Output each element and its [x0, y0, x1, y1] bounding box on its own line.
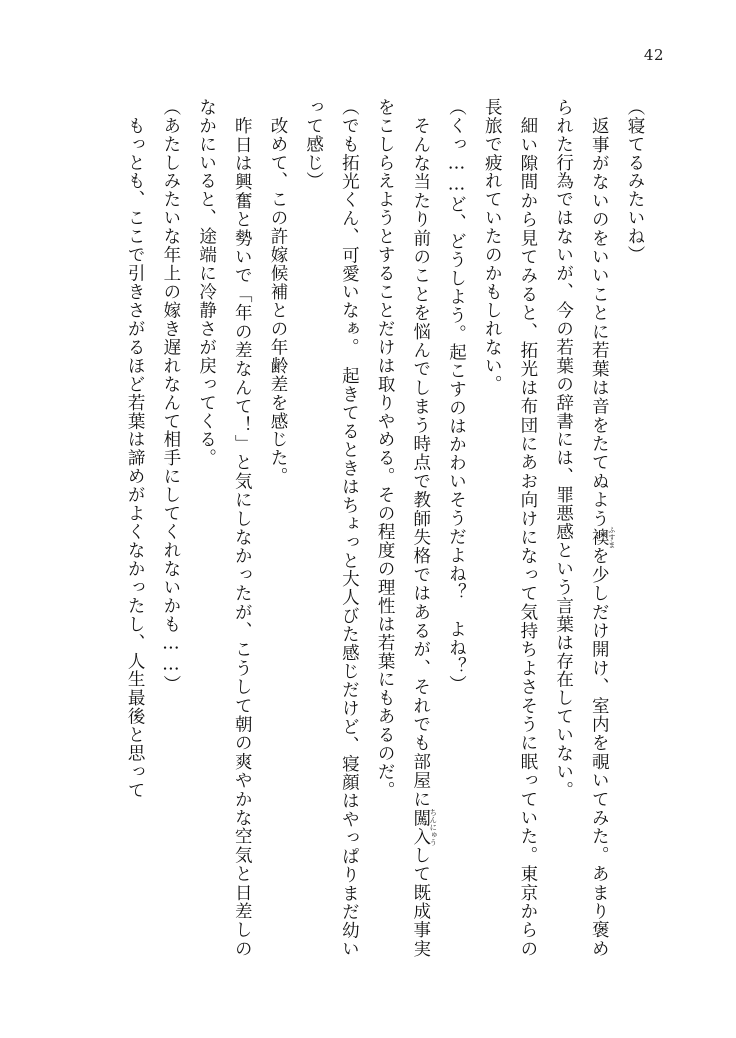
paragraph-10: もっとも、ここで引きさがるほど若葉は諦めがよくなかったし、人生最後と思って — [125, 98, 146, 800]
paragraph-1: （寝てるみたいね） — [625, 98, 645, 265]
ruby-chinnyuu: 闖入ちんにゅう — [410, 808, 439, 846]
paragraph-2: 返事がないのをいいことに若葉は音をたてぬよう襖ふすまを少しだけ開け、室内を覗いてみた。あまり褒められた行為ではないが、今の若葉の辞書には、罪悪感という言葉は存在していない。 — [553, 98, 617, 958]
paragraph-4: （くっ……ど、どうしよう。起こすのはかわいそうだよね？ よね？） — [446, 98, 467, 694]
page-number: 42 — [643, 46, 664, 64]
paragraph-7: 改めて、この許嫁候補との年齢差を感じた。 — [267, 98, 288, 486]
paragraph-9: （あたしみたいな年上の嫁き遅れなんて相手にしてくれないかも……） — [160, 98, 181, 694]
paragraph-8: 昨日は興奮と勢いで「年の差なんて！」と気にしなかったが、こうして朝の爽やかな空気と日差しのなかにいると、途端に冷静さが戻ってくる。 — [196, 98, 253, 958]
ruby-fusuma: 襖ふすま — [589, 526, 617, 549]
paragraph-6: （でも拓光くん、可愛いなぁ。 起きてるときはちょっと大人びた感じだけど、寝顔はやっぱりまだ幼いって感じ） — [303, 98, 360, 958]
paragraph-5: そんな当たり前のことを悩んでしまう時点で教師失格ではあるが、それでも部屋に闖入ちんにゅうして既成事実をこしらえようとすることだけは取りやめる。その程度の理性は若葉にもあるのだ。 — [375, 98, 439, 958]
paragraph-3: 細い隙間から見てみると、拓光は布団にあお向けになって気持ちよさそうに眠っていた。東京からの長旅で疲れていたのかもしれない。 — [482, 98, 538, 958]
body-text — [92, 98, 652, 958]
